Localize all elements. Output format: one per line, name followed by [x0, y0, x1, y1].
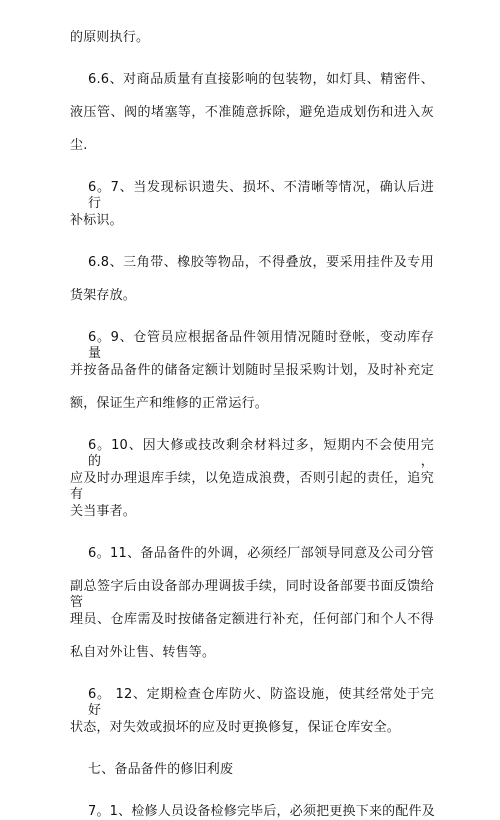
text-line: 6。9、仓管员应根据备品件领用情况随时登帐，变动库存量 [88, 330, 434, 361]
text-line: 的原则执行。 [70, 30, 150, 45]
text-line: 7。1、检修人员设备检修完毕后，必须把更换下来的配件及 [88, 804, 435, 819]
text-line: 补标识。 [70, 213, 123, 228]
text-line: 副总签字后由设备部办理调拔手续，同时设备部要书面反馈给管 [70, 579, 434, 610]
text-line: 七、备品备件的修旧利废 [88, 762, 234, 777]
text-line: 并按备品备件的储备定额计划随时呈报采购计划，及时补充定 [70, 363, 434, 378]
text-line: 尘. [70, 138, 88, 153]
text-line: 应及时办理退库手续，以免造成浪费，否则引起的责任，追究有 [70, 471, 434, 502]
text-line: 液压管、阀的堵塞等，不准随意拆除，避免造成划伤和进入灰 [70, 105, 434, 120]
text-line: 6。11、备品备件的外调，必须经厂部领导同意及公司分管 [88, 546, 434, 561]
text-line: 货架存放。 [70, 288, 137, 303]
text-line: 额，保证生产和维修的正常运行。 [70, 396, 269, 411]
text-line: 6。10、因大修或技改剩余材料过多，短期内不会使用完的， [88, 438, 434, 469]
text-line: 6.6、对商品质量有直接影响的包装物，如灯具、精密件、 [88, 72, 434, 87]
text-line: 关当事者。 [70, 504, 137, 519]
text-line: 6.8、三角带、橡胶等物品，不得叠放，要采用挂件及专用 [88, 255, 434, 270]
text-line: 6。 12、定期检查仓库防火、防盗设施，使其经常处于完好 [88, 687, 434, 718]
text-line: 状态，对失效或损坏的应及时更换修复，保证仓库安全。 [70, 720, 401, 735]
text-line: 理员、仓库需及时按储备定额进行补充，任何部门和个人不得 [70, 612, 434, 627]
text-line: 私自对外让售、转售等。 [70, 645, 216, 660]
text-line: 6。7、当发现标识遗失、损坏、不清晰等情况，确认后进行 [88, 180, 434, 211]
